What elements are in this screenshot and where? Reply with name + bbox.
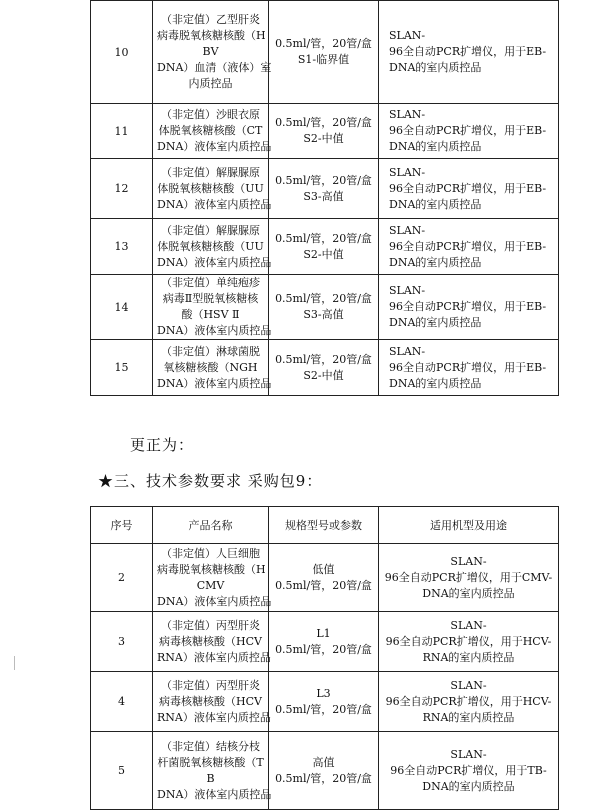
product-name-line: （非定值）结核分枝 (161, 739, 260, 753)
spec-value-line: 0.5ml/管，20管/盒 (275, 116, 372, 129)
usage-text-line: SLAN- (389, 284, 426, 297)
product-name-line: 内质控品 (188, 77, 233, 90)
product-name-line: 病毒核糖核酸（HCV (159, 634, 262, 648)
product-name-cell (153, 159, 272, 219)
product-name-line: （非定值）单纯疱疹 (161, 276, 260, 289)
usage-text-line: DNA的室内质控品 (389, 255, 482, 269)
spec-value-line: L3 (316, 686, 331, 700)
usage-text-line: SLAN- (389, 108, 426, 121)
usage-text-line: 96全自动PCR扩增仪，用于CMV- (384, 570, 553, 584)
product-name-line: 体脱氧核糖核酸（CT (158, 124, 263, 137)
product-name-line: （非定值）丙型肝炎 (161, 678, 260, 692)
row-number: 4 (91, 672, 153, 732)
spec-value-cell (269, 1, 379, 104)
product-name-line: DNA）液体室内质控品 (157, 140, 272, 153)
spec-value-line: S3-高值 (303, 308, 344, 321)
spec-value-cell (269, 672, 379, 732)
row-number: 5 (91, 732, 153, 810)
usage-text-line: DNA的室内质控品 (422, 779, 515, 793)
usage-text-line: 96全自动PCR扩增仪，用于HCV- (385, 634, 552, 648)
usage-text-line: SLAN- (450, 678, 487, 692)
usage-text-line: DNA的室内质控品 (389, 376, 482, 390)
spec-value-cell (269, 732, 379, 810)
product-name-line: DNA）液体室内质控品 (157, 594, 272, 608)
spec-value-cell (269, 219, 379, 275)
product-name-line: DNA）液体室内质控品 (157, 197, 272, 211)
product-name-line: 体脱氧核糖核酸（UU (157, 239, 264, 253)
table-row (91, 612, 559, 672)
usage-text-line: SLAN- (450, 618, 487, 632)
spec-value-line: S3-高值 (303, 189, 344, 203)
spec-value-line: 0.5ml/管，20管/盒 (275, 352, 372, 366)
row-number: 11 (91, 104, 153, 159)
usage-text-cell (379, 732, 559, 810)
spec-value-cell (269, 104, 379, 159)
usage-text-cell (379, 159, 559, 219)
table-header-row (91, 507, 559, 544)
header-no: 序号 (91, 507, 153, 544)
margin-mark (14, 656, 15, 670)
row-number: 14 (91, 275, 153, 340)
product-name-line: （非定值）解脲脲原 (161, 165, 260, 179)
product-name-cell (153, 732, 272, 810)
spec-value-line: S2-中值 (303, 368, 344, 382)
product-name-line: CMV (196, 578, 225, 592)
table-row (91, 340, 559, 396)
product-name-cell (153, 104, 272, 159)
usage-text-line: DNA的室内质控品 (389, 197, 482, 211)
product-name-line: （非定值）淋球菌脱 (161, 344, 260, 358)
usage-text-cell (379, 544, 559, 612)
product-name-cell (153, 219, 272, 275)
spec-value-line: 0.5ml/管，20管/盒 (275, 702, 372, 716)
spec-value-line: 0.5ml/管，20管/盒 (275, 578, 372, 592)
table-row (91, 159, 559, 219)
spec-value-cell (269, 612, 379, 672)
usage-text-line: SLAN- (389, 223, 426, 237)
spec-value-cell (269, 340, 379, 396)
product-name-line: 体脱氧核糖核酸（UU (157, 181, 264, 195)
usage-text-cell (379, 104, 559, 159)
usage-text-line: SLAN- (389, 344, 426, 358)
procurement-table-corrected (90, 506, 559, 810)
product-name-line: 病毒脱氧核糖核酸（H (157, 562, 266, 576)
usage-text-line: 96全自动PCR扩增仪，用于EB- (389, 124, 547, 137)
spec-value-line: S1-临界值 (297, 53, 350, 66)
table-row (91, 672, 559, 732)
spec-value-line: 0.5ml/管，20管/盒 (275, 37, 372, 50)
product-name-line: BV (202, 45, 219, 58)
usage-text-cell (379, 219, 559, 275)
usage-text-cell (379, 275, 559, 340)
table-row (91, 219, 559, 275)
product-name-line: （非定值）沙眼衣原 (161, 108, 260, 121)
spec-value-cell (269, 159, 379, 219)
usage-text-line: SLAN- (389, 29, 426, 42)
product-name-line: RNA）液体室内质控品 (157, 710, 271, 724)
header-use: 适用机型及用途 (379, 507, 559, 544)
product-name-line: B (206, 771, 215, 785)
usage-text-line: DNA的室内质控品 (389, 316, 482, 329)
spec-value-line: 低值 (312, 562, 335, 576)
procurement-table-original (90, 0, 559, 396)
product-name-line: DNA）液体室内质控品 (157, 376, 272, 390)
spec-value-line: 0.5ml/管，20管/盒 (275, 642, 372, 656)
spec-value-line: S2-中值 (303, 247, 344, 261)
row-number: 3 (91, 612, 153, 672)
usage-text-line: DNA的室内质控品 (389, 61, 482, 74)
product-name-line: （非定值）解脲脲原 (161, 223, 260, 237)
product-name-cell (153, 612, 269, 672)
usage-text-line: 96全自动PCR扩增仪，用于EB- (389, 45, 547, 58)
product-name-cell (153, 340, 272, 396)
usage-text-line: RNA的室内质控品 (422, 710, 515, 724)
product-name-line: 病毒核糖核酸（HCV (159, 694, 262, 708)
spec-value-line: S2-中值 (303, 132, 344, 145)
spec-value-line: 0.5ml/管，20管/盒 (275, 292, 372, 305)
spec-value-line: 0.5ml/管，20管/盒 (275, 771, 372, 785)
usage-text-line: SLAN- (450, 554, 487, 568)
row-number: 13 (91, 219, 153, 275)
spec-value-line: 0.5ml/管，20管/盒 (275, 231, 372, 245)
product-name-line: 酸（HSV Ⅱ (181, 308, 240, 321)
usage-text-cell (379, 340, 559, 396)
row-number: 10 (91, 1, 153, 104)
usage-text-line: DNA的室内质控品 (389, 140, 482, 153)
spec-value-cell (269, 275, 379, 340)
usage-text-line: 96全自动PCR扩增仪，用于EB- (389, 181, 547, 195)
usage-text-cell (379, 1, 559, 104)
product-name-cell (153, 1, 272, 104)
star-mark: ★ (98, 472, 115, 490)
usage-text-line: 96全自动PCR扩增仪，用于EB- (389, 239, 547, 253)
usage-text-line: 96全自动PCR扩增仪，用于TB- (390, 763, 547, 777)
spec-value-line: L1 (316, 626, 331, 640)
product-name-line: DNA）液体室内质控品 (157, 255, 272, 269)
spec-value-line: 高值 (312, 755, 335, 769)
usage-text-line: SLAN- (389, 165, 426, 179)
product-name-line: 氧核糖核酸（NGH (163, 360, 258, 374)
usage-text-line: 96全自动PCR扩增仪，用于EB- (389, 360, 547, 374)
usage-text-cell (379, 672, 559, 732)
row-number: 2 (91, 544, 153, 612)
table-row (91, 732, 559, 810)
section-title (98, 470, 322, 491)
header-name: 产品名称 (153, 507, 269, 544)
spec-value-cell (269, 544, 379, 612)
table-row (91, 544, 559, 612)
row-number: 12 (91, 159, 153, 219)
product-name-line: DNA）液体室内质控品 (157, 787, 272, 801)
product-name-line: （非定值）人巨细胞 (161, 546, 260, 560)
product-name-line: 病毒脱氧核糖核酸（H (157, 29, 266, 42)
product-name-line: RNA）液体室内质控品 (157, 650, 271, 664)
usage-text-line: 96全自动PCR扩增仪，用于EB- (389, 300, 547, 313)
header-spec: 规格型号或参数 (269, 507, 379, 544)
correction-label: 更正为： (130, 436, 195, 454)
usage-text-line: DNA的室内质控品 (422, 586, 515, 600)
row-number: 15 (91, 340, 153, 396)
usage-text-line: SLAN- (450, 747, 487, 761)
table-row (91, 104, 559, 159)
section-title-text: 三、技术参数要求 采购包9： (114, 472, 323, 490)
usage-text-cell (379, 612, 559, 672)
usage-text-line: 96全自动PCR扩增仪，用于HCV- (385, 694, 552, 708)
product-name-cell (153, 672, 269, 732)
spec-value-line: 0.5ml/管，20管/盒 (275, 173, 372, 187)
table-row (91, 275, 559, 340)
product-name-line: （非定值）乙型肝炎 (161, 13, 260, 26)
product-name-line: DNA）血清（液体）室 (157, 61, 272, 74)
table-row (91, 1, 559, 104)
product-name-line: DNA）液体室内质控品 (157, 324, 272, 337)
product-name-line: （非定值）丙型肝炎 (161, 618, 260, 632)
product-name-cell (153, 275, 272, 340)
usage-text-line: RNA的室内质控品 (422, 650, 515, 664)
product-name-line: 杆菌脱氧核糖核酸（T (157, 755, 264, 769)
product-name-cell (153, 544, 272, 612)
product-name-line: 病毒Ⅱ型脱氧核糖核 (162, 292, 259, 305)
